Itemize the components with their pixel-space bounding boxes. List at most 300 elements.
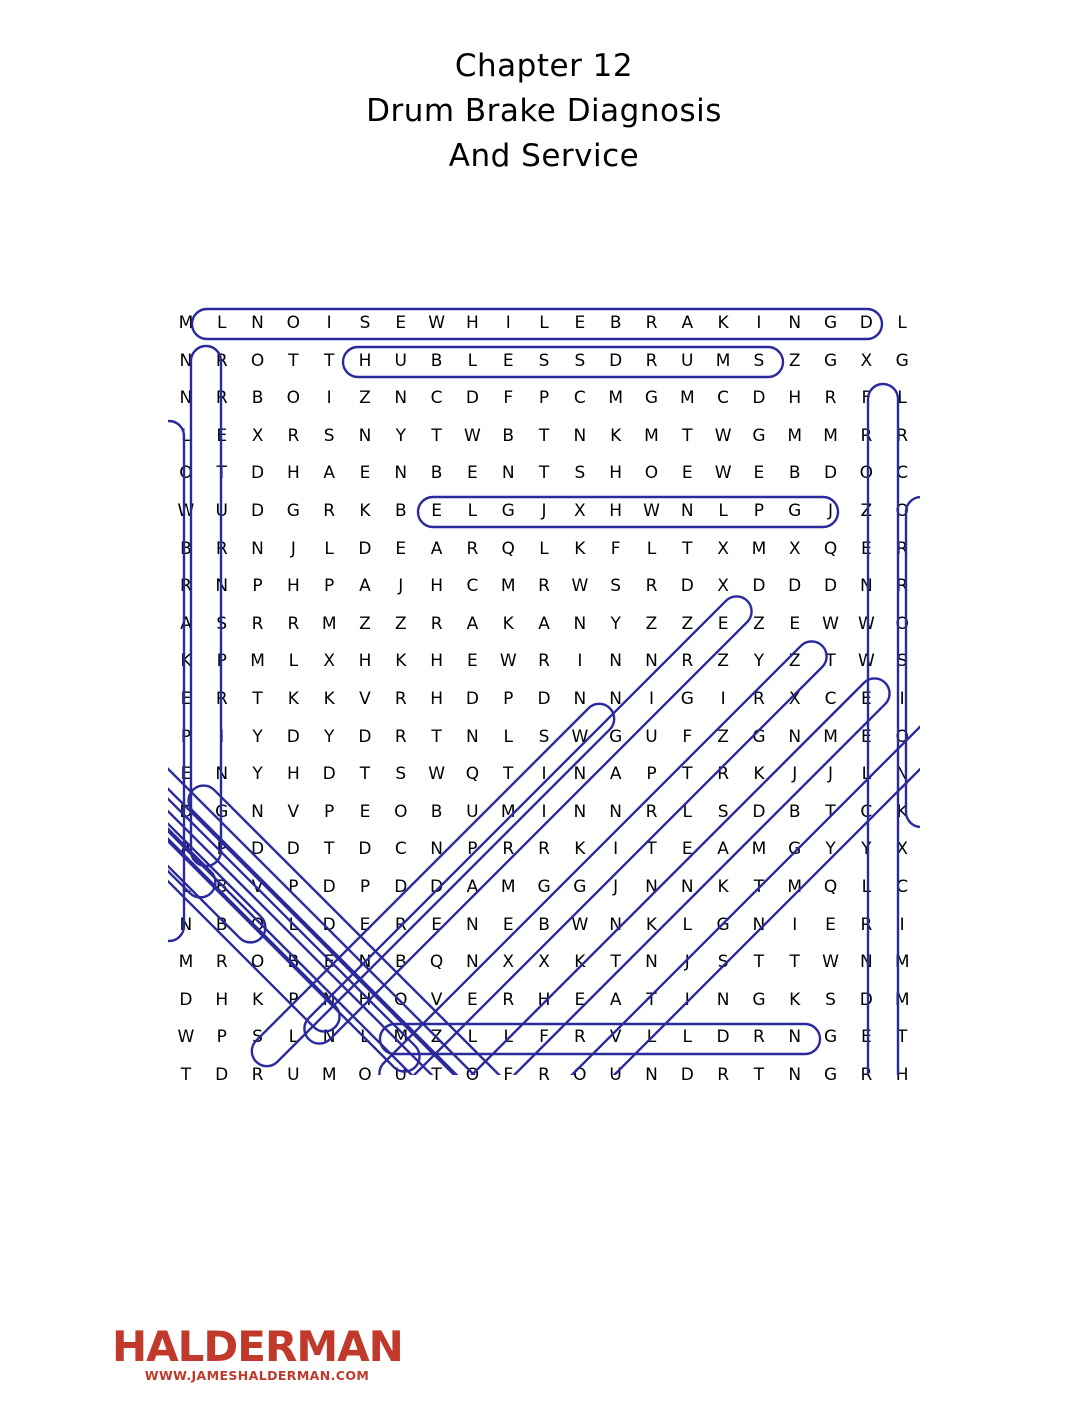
grid-cell: R [502,989,515,1010]
grid-cell: S [574,463,586,484]
grid-cell: A [681,313,694,333]
grid-cell: W [714,463,732,484]
grid-cell: B [251,388,264,409]
grid-cell: D [358,839,372,860]
grid-cell: S [216,613,228,634]
grid-cell: G [501,500,515,521]
grid-cell: I [541,801,547,822]
grid-cell: Q [465,764,480,785]
grid-cell: L [646,1027,657,1048]
grid-cell: N [573,801,587,822]
grid-cell: B [430,463,443,484]
grid-cell: T [896,1027,908,1048]
grid-cell: D [716,1027,730,1048]
grid-cell: B [502,425,515,446]
grid-cell: I [613,839,619,860]
grid-cell: R [896,576,909,597]
grid-cell: D [537,688,551,709]
grid-cell: W [714,425,732,446]
grid-row [168,643,920,681]
grid-cell: Q [823,876,838,897]
grid-cell: K [574,839,586,860]
grid-cell: K [180,651,192,672]
grid-cell: T [323,839,335,860]
grid-cell: L [897,388,907,409]
grid-cell: R [251,1064,264,1085]
grid-cell: K [251,989,264,1010]
grid-cell: D [752,576,766,597]
grid-cell: P [252,576,263,597]
grid-cell: N [680,876,694,897]
grid-cell: H [430,576,443,597]
grid-cell: S [538,726,550,747]
grid-cell: D [394,876,408,897]
grid-cell: M [823,425,838,446]
grid-cell: D [250,500,265,521]
grid-cell: L [682,914,693,935]
grid-cell: M [393,1027,409,1048]
grid-cell: C [430,388,443,409]
grid-cell: L [861,876,872,897]
grid-row [168,1019,920,1057]
grid-cell: D [680,576,694,597]
grid-cell: M [894,952,910,973]
grid-cell: R [538,576,550,597]
grid-cell: J [792,764,798,785]
grid-cell: O [895,500,909,521]
grid-cell: Z [717,726,729,747]
grid-cell: W [857,651,875,672]
grid-row [168,531,920,569]
grid-cell: P [180,726,192,747]
grid-cell: T [323,350,335,371]
grid-cell: N [788,1027,802,1048]
grid-cell: F [610,538,621,559]
grid-cell: N [680,500,694,521]
grid-cell: N [573,425,587,446]
grid-cell: M [715,350,731,371]
grid-cell: N [251,313,264,333]
grid-cell: O [358,1064,372,1085]
word-search-grid [168,305,920,1085]
grid-cell: T [252,688,263,709]
grid-cell: B [180,538,192,559]
grid-cell: R [645,313,658,333]
grid-cell: M [751,839,767,860]
grid-cell: N [179,388,193,409]
grid-cell: H [895,1064,909,1085]
grid-cell: L [503,1027,513,1048]
grid-cell: H [358,651,372,672]
grid-cell: R [645,576,658,597]
grid-cell: C [394,839,407,860]
grid-cell: E [180,764,192,785]
grid-cell: P [503,688,514,709]
grid-cell: S [359,313,371,333]
grid-cell: J [290,538,296,559]
grid-cell: E [681,839,693,860]
grid-row [168,1057,920,1095]
grid-cell: N [609,914,623,935]
grid-cell: C [466,576,479,597]
grid-cell: P [538,388,550,409]
grid-row [168,568,920,606]
grid-cell: T [180,1064,192,1085]
grid-cell: P [288,876,299,897]
grid-row [168,831,920,869]
grid-cell: F [682,726,693,747]
grid-cell: M [787,425,803,446]
grid-cell: D [609,350,623,371]
grid-cell: R [215,688,228,709]
grid-cell: O [179,463,193,484]
grid-cell: K [359,500,371,521]
logo-url: WWW.JAMESHALDERMAN.COM [144,1368,370,1383]
grid-cell: K [502,613,514,634]
grid-cell: N [609,801,623,822]
page-title [0,44,1088,179]
grid-cell: E [825,914,836,935]
grid-cell: X [896,839,908,860]
grid-cell: Y [610,613,621,634]
title-line-3: And Service [448,138,640,174]
grid-cell: L [897,313,907,333]
grid-cell: U [287,1064,300,1085]
grid-cell: Y [252,726,263,747]
grid-cell: P [753,500,765,521]
grid-cell: L [718,500,728,521]
grid-cell: G [788,839,802,860]
grid-cell: W [177,1027,195,1048]
grid-row [168,869,920,907]
grid-cell: M [500,576,516,597]
grid-cell: G [680,688,694,709]
grid-cell: X [860,350,873,371]
grid-cell: N [573,764,587,785]
grid-cell: F [861,388,872,409]
grid-cell: T [753,876,765,897]
grid-cell: L [181,876,191,897]
grid-cell: L [503,726,513,747]
grid-cell: R [860,914,873,935]
grid-cell: J [828,500,834,521]
grid-cell: Q [429,952,444,973]
grid-cell: W [499,651,517,672]
grid-cell: Z [788,350,801,371]
grid-cell: I [684,989,690,1010]
grid-cell: A [359,576,371,597]
grid-cell: K [574,952,586,973]
grid-cell: B [287,952,300,973]
grid-cell: E [860,538,872,559]
grid-cell: T [682,764,693,785]
grid-cell: I [899,914,905,935]
grid-cell: Y [395,425,406,446]
grid-cell: J [828,764,834,785]
grid-cell: U [466,801,479,822]
grid-cell: I [326,313,332,333]
grid-cell: R [502,839,515,860]
grid-cell: M [679,388,695,409]
grid-row [168,794,920,832]
grid-cell: O [895,726,909,747]
grid-cell: M [500,801,516,822]
grid-cell: S [252,1027,263,1048]
grid-cell: W [822,613,839,634]
grid-cell: N [645,876,658,897]
grid-cell: S [574,350,586,371]
grid-cell: X [788,538,801,559]
grid-cell: N [788,1064,802,1085]
grid-cell: E [395,313,407,333]
grid-cell: P [467,839,478,860]
grid-cell: J [613,876,619,897]
grid-cell: S [610,576,622,597]
grid-cell: H [537,989,551,1010]
grid-cell: W [177,500,195,521]
grid-cell: L [288,1027,299,1048]
grid-cell: D [859,989,873,1010]
grid-row [168,606,920,644]
grid-cell: T [431,726,442,747]
grid-cell: N [859,576,873,597]
grid-cell: O [573,1064,587,1085]
grid-cell: O [250,952,265,973]
grid-cell: L [467,1027,478,1048]
grid-cell: G [823,313,838,333]
grid-cell: I [756,313,762,333]
grid-cell: N [394,463,408,484]
grid-cell: N [895,764,909,785]
grid-cell: R [251,613,264,634]
grid-cell: D [215,1064,229,1085]
grid-cell: E [717,613,729,634]
grid-cell: H [609,463,623,484]
grid-cell: S [323,425,335,446]
grid-cell: I [899,688,905,709]
grid-cell: T [431,1064,442,1085]
grid-cell: E [753,463,765,484]
grid-cell: G [752,726,766,747]
grid-row [168,756,920,794]
grid-cell: N [251,538,264,559]
grid-cell: B [788,463,801,484]
grid-cell: F [539,1027,549,1048]
grid-cell: Z [645,613,658,634]
grid-cell: D [250,463,265,484]
grid-cell: E [395,538,407,559]
grid-cell: X [538,952,550,973]
grid-cell: Q [501,538,515,559]
grid-cell: B [394,500,407,521]
grid-cell: D [322,764,336,785]
grid-cell: L [467,350,478,371]
grid-cell: R [287,425,300,446]
grid-cell: S [825,989,836,1010]
grid-row [168,907,920,945]
grid-cell: P [216,1027,227,1048]
grid-cell: C [573,388,586,409]
grid-cell: H [286,463,300,484]
grid-cell: A [180,613,192,634]
grid-cell: D [430,876,444,897]
grid-cell: I [577,651,583,672]
grid-cell: R [180,576,192,597]
grid-cell: K [610,425,622,446]
grid-cell: D [823,463,838,484]
grid-cell: D [286,839,300,860]
grid-cell: E [502,914,514,935]
grid-cell: R [896,425,909,446]
grid-cell: S [395,764,407,785]
grid-cell: U [394,1064,407,1085]
grid-cell: H [609,500,623,521]
grid-cell: M [608,388,623,409]
grid-row [168,681,920,719]
grid-cell: X [251,425,264,446]
grid-cell: E [860,726,872,747]
grid-cell: T [825,801,836,822]
grid-cell: G [286,500,300,521]
grid-cell: T [431,425,442,446]
grid-cell: J [398,576,404,597]
grid-cell: N [466,726,479,747]
grid-cell: S [538,350,550,371]
grid-cell: M [250,651,265,672]
grid-cell: N [716,989,730,1010]
grid-cell: X [717,576,729,597]
grid-cell: M [321,1064,337,1085]
grid-cell: O [250,350,265,371]
grid-cell: N [645,651,658,672]
grid-cell: U [215,500,228,521]
grid-cell: M [894,989,910,1010]
grid-row [168,343,920,381]
grid-cell: N [609,688,623,709]
grid-cell: T [216,463,227,484]
grid-cell: L [539,538,549,559]
grid-row [168,719,920,757]
grid-cell: G [573,876,587,897]
grid-cell: X [323,651,335,672]
grid-cell: K [645,914,658,935]
grid-cell: N [466,914,479,935]
grid-cell: K [753,764,765,785]
grid-cell: J [541,500,547,521]
grid-cell: O [895,613,909,634]
grid-cell: L [324,538,334,559]
grid-cell: G [752,989,766,1010]
grid-cell: G [644,388,659,409]
grid-cell: T [538,463,550,484]
grid-cell: T [825,651,836,672]
grid-cell: V [609,1027,622,1048]
grid-cell: A [717,839,729,860]
grid-cell: H [430,651,443,672]
grid-cell: M [321,613,337,634]
grid-cell: D [859,313,873,333]
grid-cell: L [467,500,478,521]
grid-cell: N [322,989,336,1010]
grid-cell: S [896,651,908,672]
grid-cell: N [573,688,587,709]
grid-cell: B [609,313,622,333]
grid-cell: S [717,801,729,822]
grid-cell: G [752,425,766,446]
grid-cell: R [394,914,407,935]
grid-cell: M [751,538,767,559]
grid-cell: N [501,463,515,484]
grid-cell: E [789,613,801,634]
grid-cell: G [823,1027,838,1048]
grid-cell: N [430,839,443,860]
grid-cell: E [574,313,586,333]
grid-cell: T [753,952,765,973]
grid-cell: T [503,764,514,785]
grid-cell: P [216,651,227,672]
grid-row [168,982,920,1020]
grid-cell: E [431,914,442,935]
grid-cell: T [682,538,693,559]
grid-cell: N [859,952,873,973]
grid-cell: G [716,914,730,935]
grid-cell: T [789,952,800,973]
grid-cell: R [538,651,550,672]
grid-cell: C [824,688,837,709]
grid-cell: R [287,613,300,634]
grid-cell: N [215,764,229,785]
grid-cell: I [792,914,798,935]
grid-cell: N [645,1064,658,1085]
grid-cell: W [857,613,875,634]
publisher-logo [112,1322,403,1383]
grid-cell: E [860,1027,872,1048]
grid-cell: W [464,425,481,446]
grid-cell: V [287,801,300,822]
grid-cell: O [286,388,301,409]
grid-cell: E [359,801,371,822]
grid-cell: K [896,801,908,822]
grid-cell: R [645,801,658,822]
grid-cell: W [428,764,445,785]
grid-row [168,493,920,531]
grid-cell: P [359,876,371,897]
grid-cell: U [394,350,407,371]
grid-cell: I [326,388,332,409]
grid-cell: Y [861,839,872,860]
grid-cell: R [896,538,909,559]
grid-cell: Y [323,726,335,747]
grid-cell: V [359,688,371,709]
grid-cell: R [215,388,228,409]
grid-cell: N [788,313,802,333]
grid-cell: G [823,1064,838,1085]
grid-cell: B [788,801,801,822]
grid-cell: A [609,989,622,1010]
grid-cell: L [682,801,693,822]
grid-cell: P [216,839,227,860]
grid-cell: L [181,425,191,446]
grid-cell: M [500,876,516,897]
grid-cell: E [467,463,478,484]
grid-cell: B [538,914,550,935]
grid-cell: D [358,726,372,747]
grid-cell: G [895,350,909,371]
grid-cell: D [752,801,766,822]
grid-cell: R [394,688,407,709]
grid-cell: H [286,576,300,597]
grid-cell: Z [681,613,694,634]
